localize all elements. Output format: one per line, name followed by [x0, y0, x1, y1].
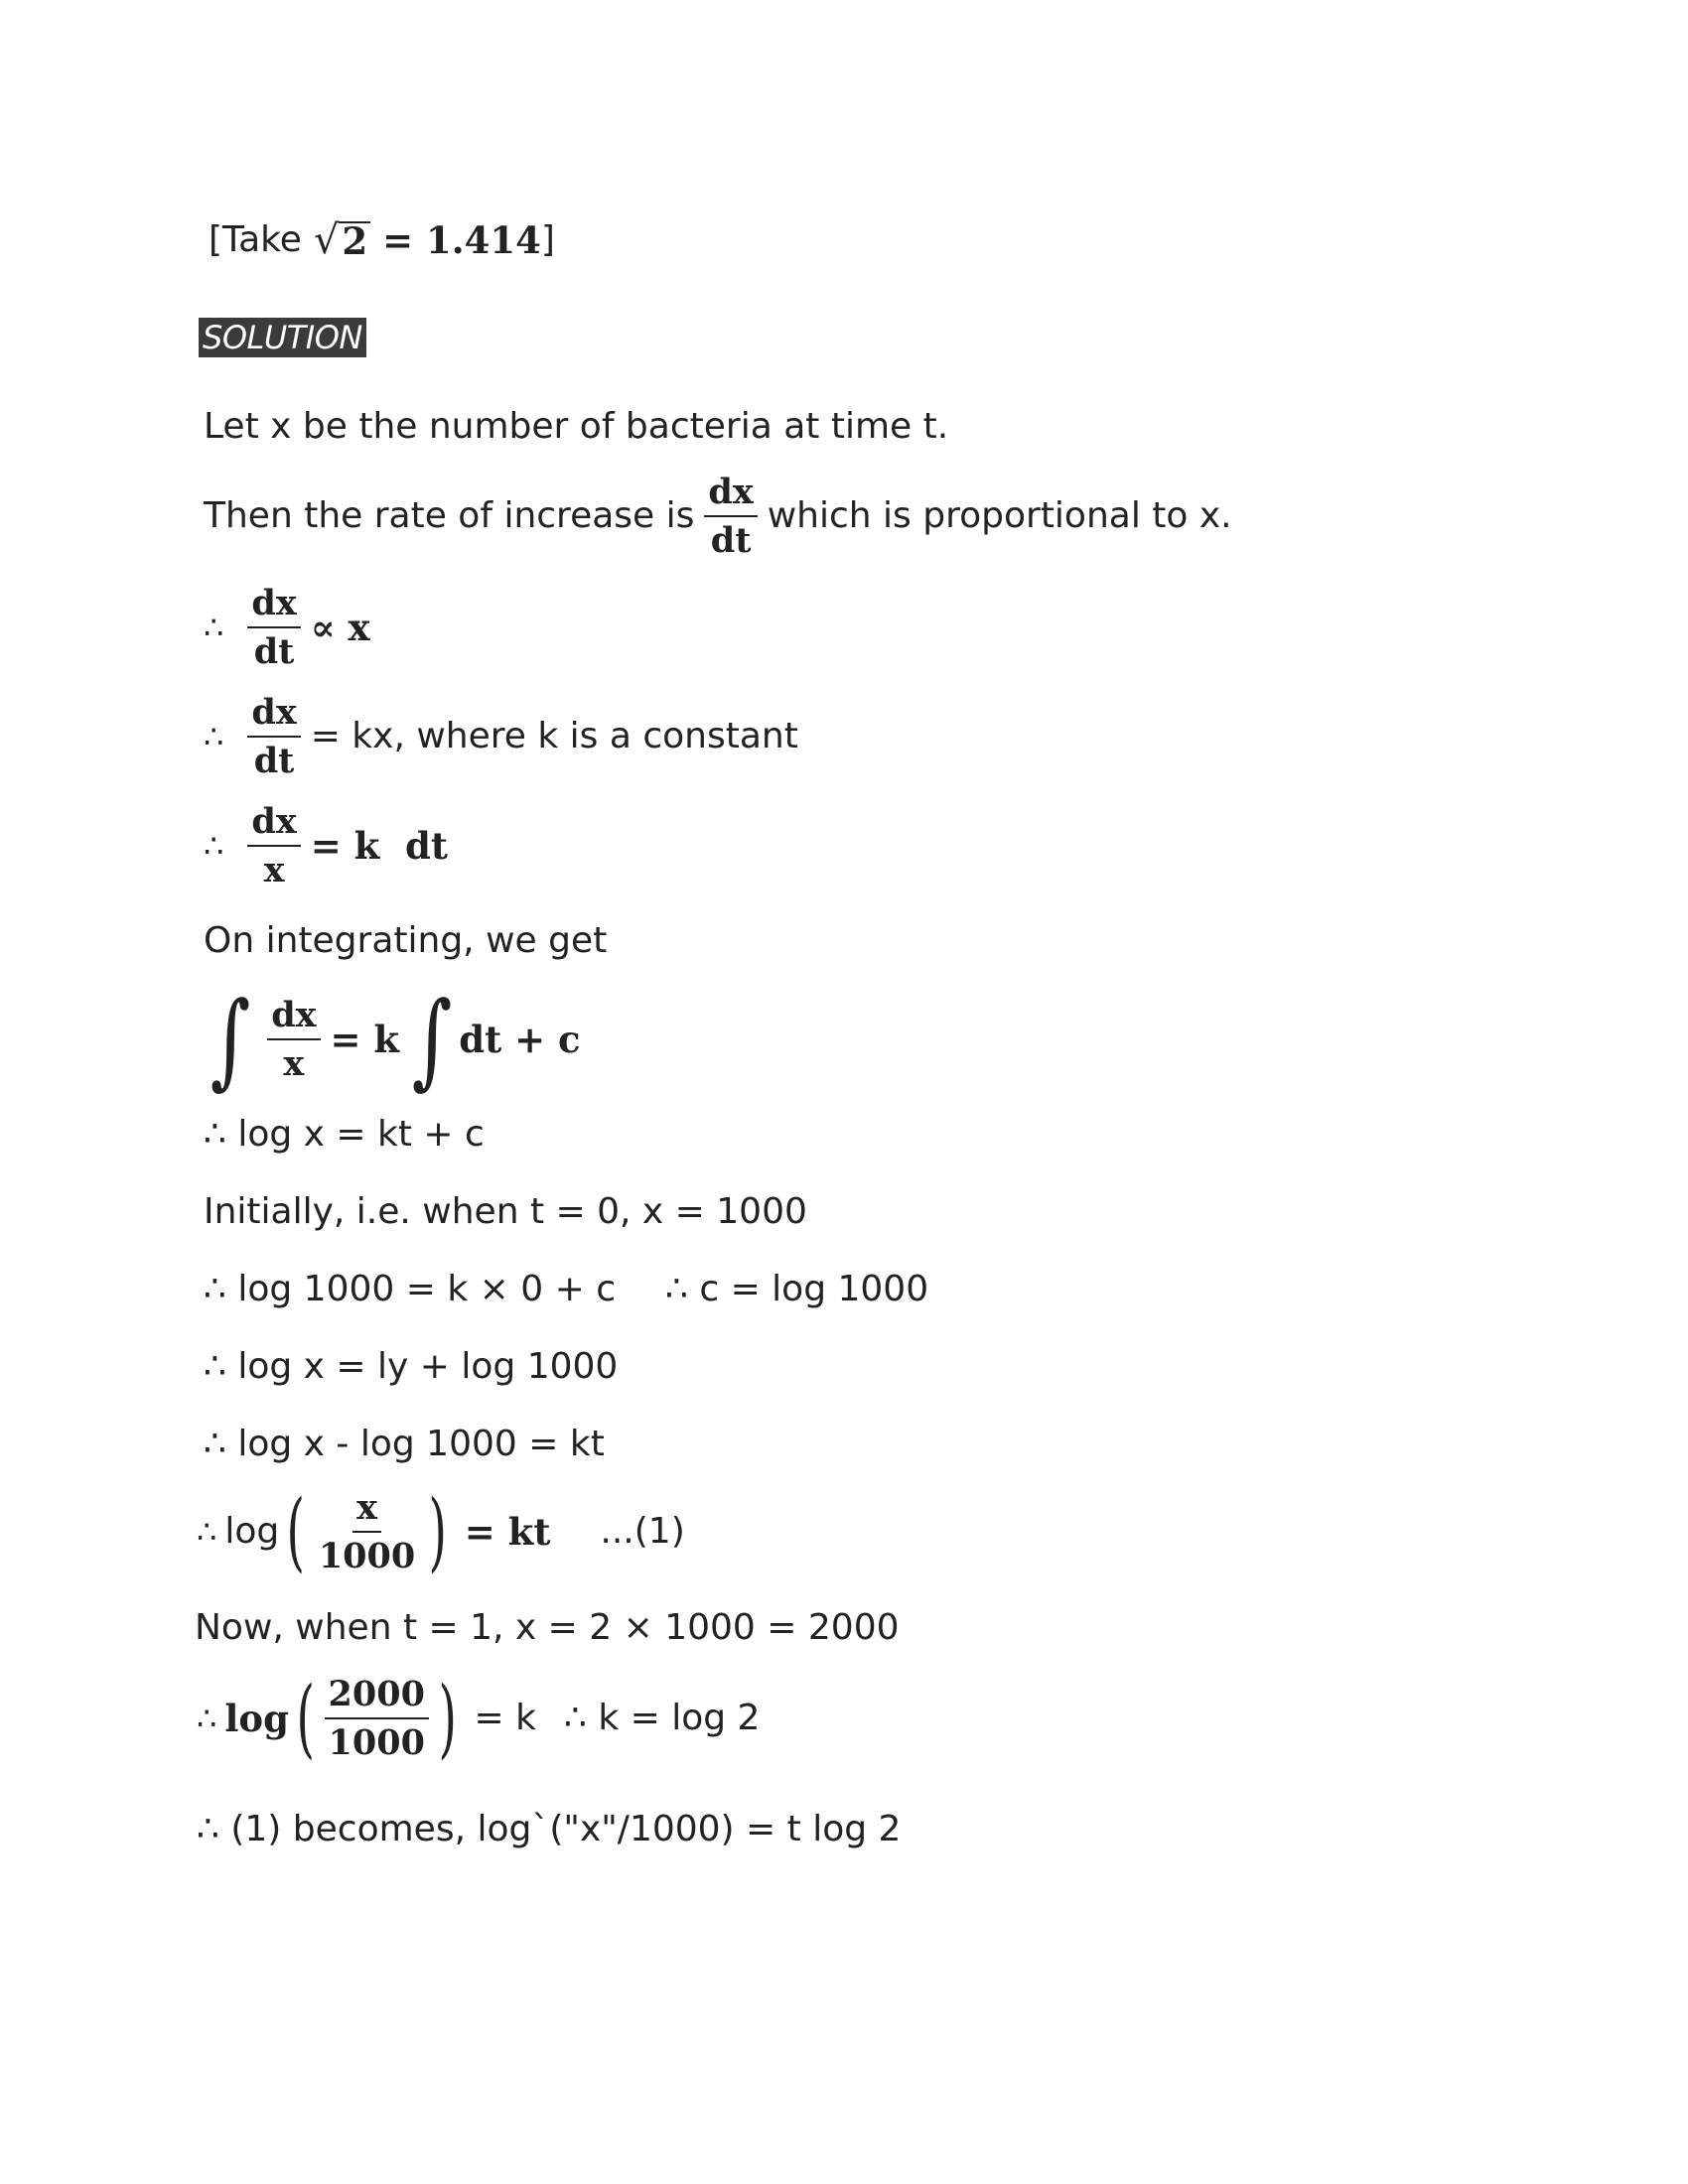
fraction-dx-x: [247, 801, 300, 890]
equation-rest: ∴ k = log 2: [563, 1698, 761, 1738]
therefore-symbol: ∴: [197, 1513, 217, 1551]
take-equals: = 1.414: [382, 217, 541, 262]
integral-mid: = k: [330, 1017, 400, 1061]
l10-b: ∴ c = log 1000: [664, 1269, 929, 1309]
integral-sign-icon: ∫: [210, 979, 251, 1100]
l2-pre: Then the rate of increase is: [204, 495, 695, 536]
frac-den: dt: [710, 520, 752, 561]
take-close: ]: [540, 219, 555, 260]
integral-rest: dt + c: [459, 1017, 581, 1061]
fraction-x-1000: [315, 1487, 419, 1576]
left-paren: (: [296, 1669, 315, 1768]
proportional-expression: ∝ x: [310, 605, 370, 649]
equation-reference: ...(1): [600, 1511, 685, 1552]
text-line-12: ∴ log x - log 1000 = kt: [204, 1424, 605, 1464]
frac-num: dx: [704, 475, 757, 517]
frac-den: dt: [253, 631, 295, 672]
frac-num: dx: [247, 586, 300, 628]
integral-equation: [204, 979, 581, 1100]
integral-sign-icon: ∫: [411, 979, 453, 1100]
equation-rest: = k dt: [310, 823, 448, 868]
text-line-10: [204, 1269, 929, 1309]
fraction-dx-dt: [704, 472, 757, 561]
frac-den: x: [283, 1043, 305, 1084]
l2-post: which is proportional to x.: [767, 495, 1232, 536]
text-line-1: Let x be the number of bacteria at time t.: [204, 406, 949, 447]
frac-den: 1000: [318, 1536, 416, 1576]
solution-badge: SOLUTION: [199, 318, 366, 357]
radicand: 2: [339, 221, 370, 260]
equation-line-3: [204, 583, 370, 672]
frac-num: x: [352, 1490, 381, 1533]
l10-a: ∴ log 1000 = k × 0 + c: [204, 1269, 616, 1309]
therefore-symbol: ∴: [204, 609, 224, 646]
text-line-14: Now, when t = 1, x = 2 × 1000 = 2000: [195, 1607, 900, 1648]
frac-num: dx: [247, 804, 300, 847]
left-paren: (: [286, 1482, 306, 1581]
equation-rest: = kx, where k is a constant: [310, 716, 798, 756]
equation-line-15: [197, 1669, 761, 1768]
right-paren: ): [438, 1669, 457, 1768]
equation-line-4: [204, 692, 798, 781]
fraction-dx-x: [267, 995, 320, 1084]
text-line-9: Initially, i.e. when t = 0, x = 1000: [204, 1191, 807, 1232]
fraction-dx-dt: [247, 692, 300, 781]
therefore-symbol: ∴: [197, 1700, 217, 1737]
text-line-16: ∴ (1) becomes, log`("x"/1000) = t log 2: [197, 1809, 902, 1849]
equation-eq: = k: [474, 1698, 536, 1738]
equation-line-5: [204, 801, 448, 890]
radical-icon: √: [313, 217, 340, 263]
frac-den: x: [263, 850, 285, 890]
text-line-11: ∴ log x = ly + log 1000: [204, 1346, 619, 1387]
right-paren: ): [428, 1482, 448, 1581]
log-label: log: [224, 1511, 280, 1552]
sqrt-expression: [313, 217, 370, 263]
frac-den: dt: [253, 741, 295, 781]
log-label: log: [224, 1696, 289, 1740]
frac-num: 2000: [325, 1677, 429, 1719]
therefore-symbol: ∴: [204, 718, 224, 755]
text-line-8: ∴ log x = kt + c: [204, 1114, 485, 1155]
equation-rest: = kt: [464, 1509, 551, 1554]
text-line-6: On integrating, we get: [204, 920, 608, 961]
text-line-2: [204, 472, 1232, 561]
fraction-2000-1000: [325, 1674, 429, 1763]
frac-num: dx: [247, 695, 300, 738]
take-open: [Take: [209, 219, 302, 260]
equation-line-13: [197, 1482, 685, 1581]
therefore-symbol: ∴: [204, 827, 224, 865]
fraction-dx-dt: [247, 583, 300, 672]
frac-num: dx: [267, 998, 320, 1040]
frac-den: 1000: [328, 1722, 425, 1763]
given-value-note: [209, 217, 555, 263]
